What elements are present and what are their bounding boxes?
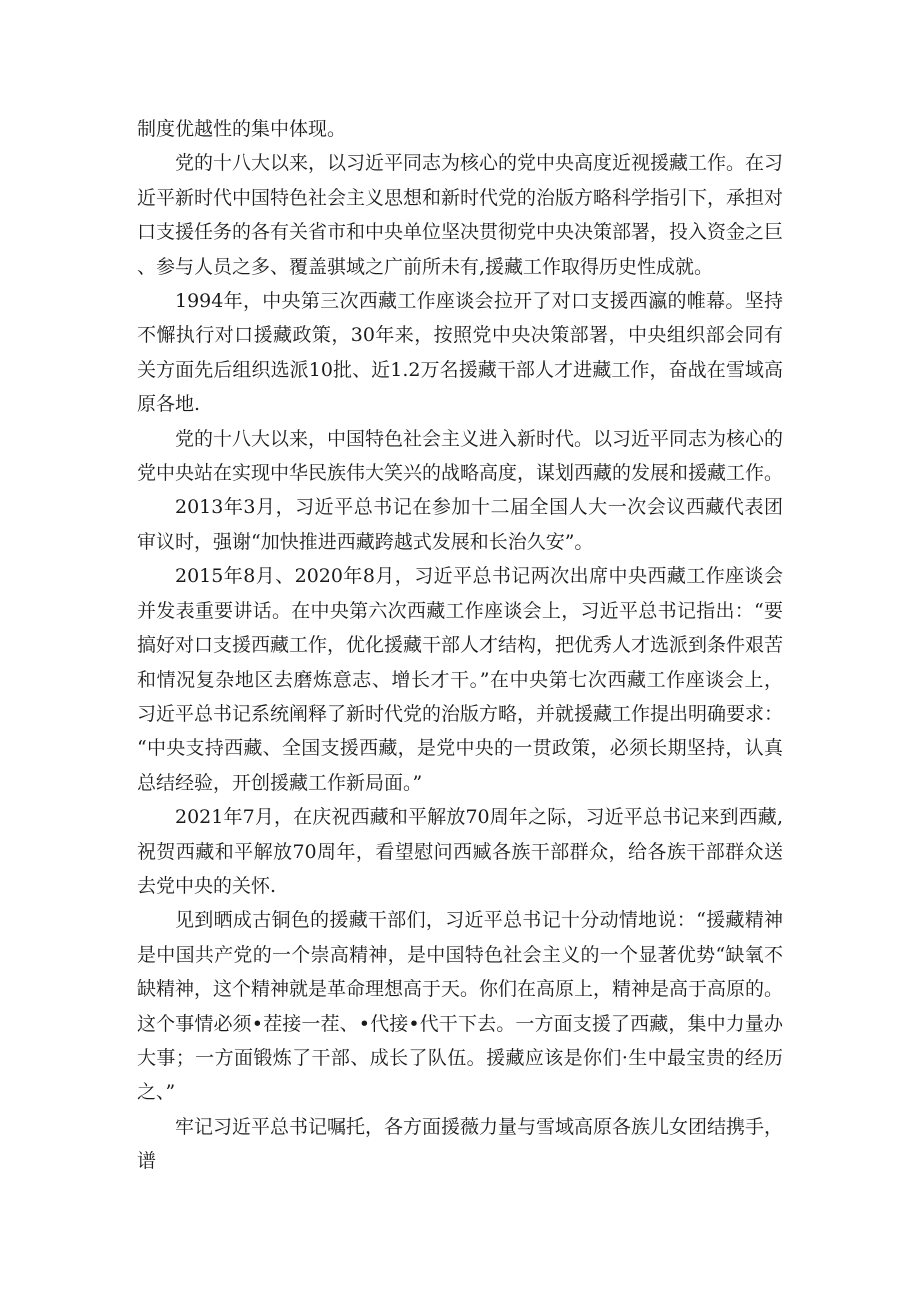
paragraph-8: 见到晒成古铜色的援藏干部们，习近平总书记十分动情地说：“援藏精神是中国共产党的一个崇高精神，是中国特色社会主义的一个显著优势“缺氧不缺精神，这个精神就是革命理想高于天。你们在高原上，精神是高于高原的。这个事情必须•茬接一茬、•代接•代干下去。一方面支援了西藏，集中力量办大事；一方面锻炼了干部、成长了队伍。援藏应该是你们·生中最宝贵的经历之、” (137, 909, 784, 1104)
paragraph-5: 2013年3月，习近平总书记在参加十二届全国人大一次会议西藏代表团审议时，强谢“加快推进西藏跨越式发展和长治久安”。 (137, 496, 783, 553)
paragraph-7: 2021年7月，在庆祝西藏和平解放70周年之际，习近平总书记来到西藏,祝贺西藏和平解放70周年，看望慰问西臧各族干部群众，给各族干部群众送去党中央的关怀. (137, 806, 783, 897)
paragraph-4: 党的十八大以来，中国特色社会主义进入新时代。以习近平同志为核心的党中央站在实现中华民族伟大笑兴的战略高度，谋划西藏的发展和援藏工作。 (137, 427, 784, 485)
document-page (137, 112, 783, 1179)
paragraph-3: 1994年，中央第三次西藏工作座谈会拉开了对口支援西瀛的帷幕。坚持不懈执行对口援藏政策，30年来，按照党中央决策部署，中央组织部会同有关方面先后组织选派10批、近1.2万名援藏干部人才进藏工作，奋战在雪域高原各地. (137, 290, 783, 416)
paragraph-6: 2015年8月、2020年8月，习近平总书记两次出席中央西藏工作座谈会并发表重要讲话。在中央第六次西藏工作座谈会上，习近平总书记指出：“要搞好对口支援西藏工作，优化援藏干部人才结构，把优秀人才选派到条件艰苦和情况复杂地区去磨炼意志、增长才干。”在中央第七次西藏工作座谈会上，习近平总书记系统阐释了新时代党的治版方略，并就援藏工作提出明确要求：“中央支持西藏、全国支援西藏，是党中央的一贯政策，必须长期坚持，认真总结经验，开创援藏工作新局面。” (137, 565, 784, 794)
paragraph-2: 党的十八大以来，以习近平同志为核心的党中央高度近视援藏工作。在习近平新时代中国特色社会主义思想和新时代党的治版方略科学指引下，承担对口支援任务的各有关省市和中央单位坚决贯彻党中央决策部署，投入资金之巨、参与人员之多、覆盖骐域之广前所未有,援藏工作取得历史性成就。 (137, 152, 784, 278)
paragraph-1: 制度优越性的集中体现。 (137, 118, 347, 140)
paragraph-9: 牢记习近平总书记嘱托，各方面援薇力量与雪域高原各族儿女团结携手，谱 (137, 1115, 784, 1173)
